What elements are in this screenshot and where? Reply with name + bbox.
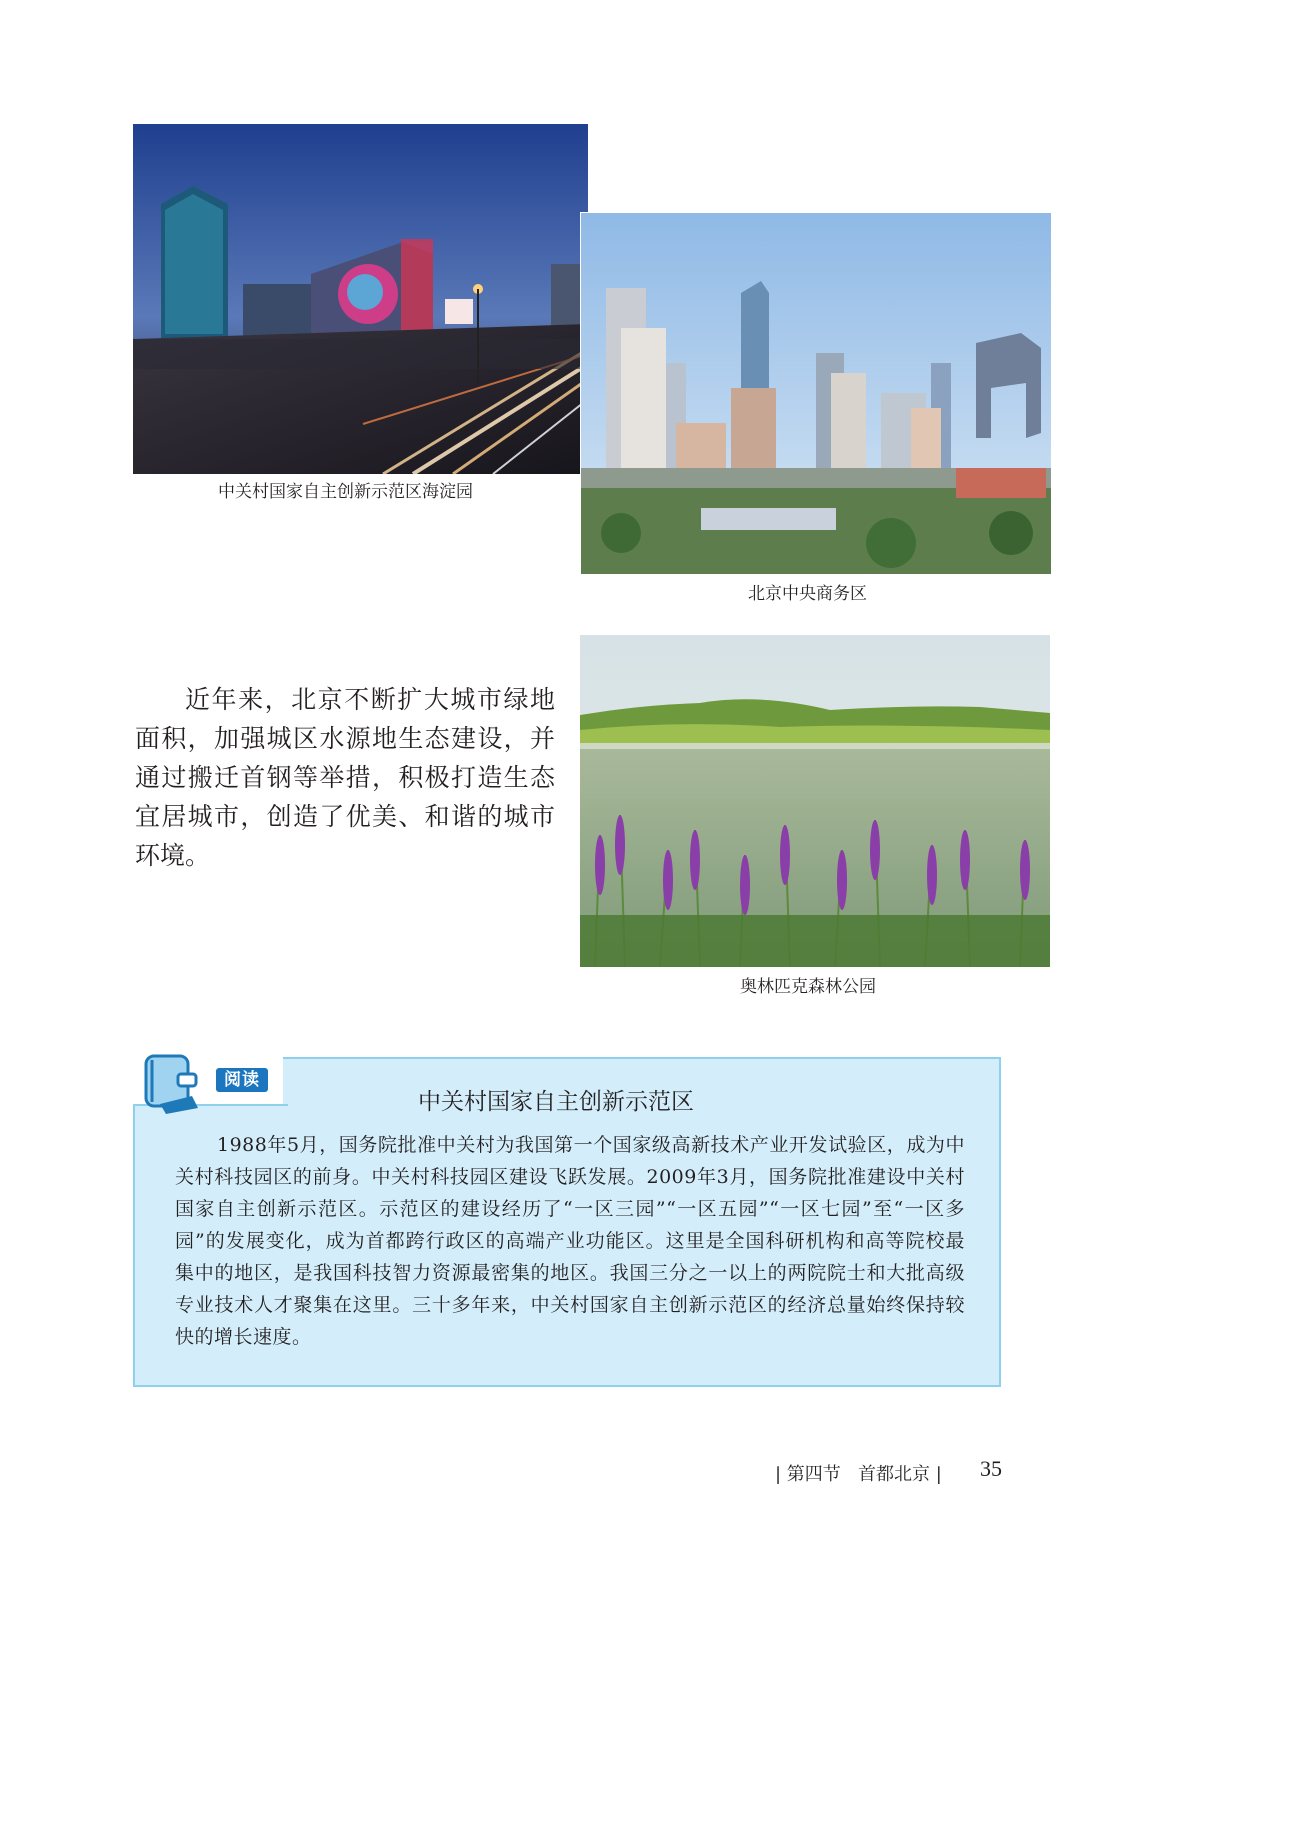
reading-body-text: 1988年5月，国务院批准中关村为我国第一个国家级高新技术产业开发试验区，成为中关村科技园区的前身。中关村科技园区建设飞跃发展。2009年3月，国务院批准建设中关村国家自主创新示范区。示范区的建设经历了“一区三园”“一区五园”“一区七园”至“一区多园”的发展变化，成为首都跨行政区的高端产业功能区。这里是全国科研机构和高等院校最集中的地区，是我国科技智力资源最密集的地区。我国三分之一以上的两院院士和大批高级专业技术人才聚集在这里。三十多年来，中关村国家自主创新示范区的经济总量始终保持较快的增长速度。 bbox=[175, 1134, 965, 1348]
footer-section: 第四节 bbox=[786, 1464, 841, 1485]
body-paragraph bbox=[135, 680, 555, 875]
page-number: 35 bbox=[980, 1456, 1002, 1481]
caption-cbd: 北京中央商务区 bbox=[748, 584, 867, 604]
reading-body bbox=[175, 1129, 965, 1353]
caption-olympic-park: 奥林匹克森林公园 bbox=[740, 977, 876, 997]
reading-title: 中关村国家自主创新示范区 bbox=[418, 1089, 694, 1115]
photo-olympic-forest-park bbox=[580, 635, 1050, 967]
caption-zhongguancun: 中关村国家自主创新示范区海淀园 bbox=[218, 482, 473, 502]
page-footer bbox=[775, 1460, 942, 1486]
photo-beijing-cbd bbox=[580, 212, 1052, 575]
photo-zhongguancun-haidian bbox=[133, 124, 588, 474]
body-paragraph-text: 近年来，北京不断扩大城市绿地面积，加强城区水源地生态建设，并通过搬迁首钢等举措，积极打造生态宜居城市，创造了优美、和谐的城市环境。 bbox=[135, 685, 555, 870]
book-icon bbox=[140, 1046, 210, 1116]
reading-label: 阅读 bbox=[216, 1068, 268, 1092]
footer-divider: | bbox=[929, 1464, 942, 1485]
footer-divider: | bbox=[775, 1464, 787, 1485]
footer-chapter: 首都北京 bbox=[857, 1464, 930, 1485]
